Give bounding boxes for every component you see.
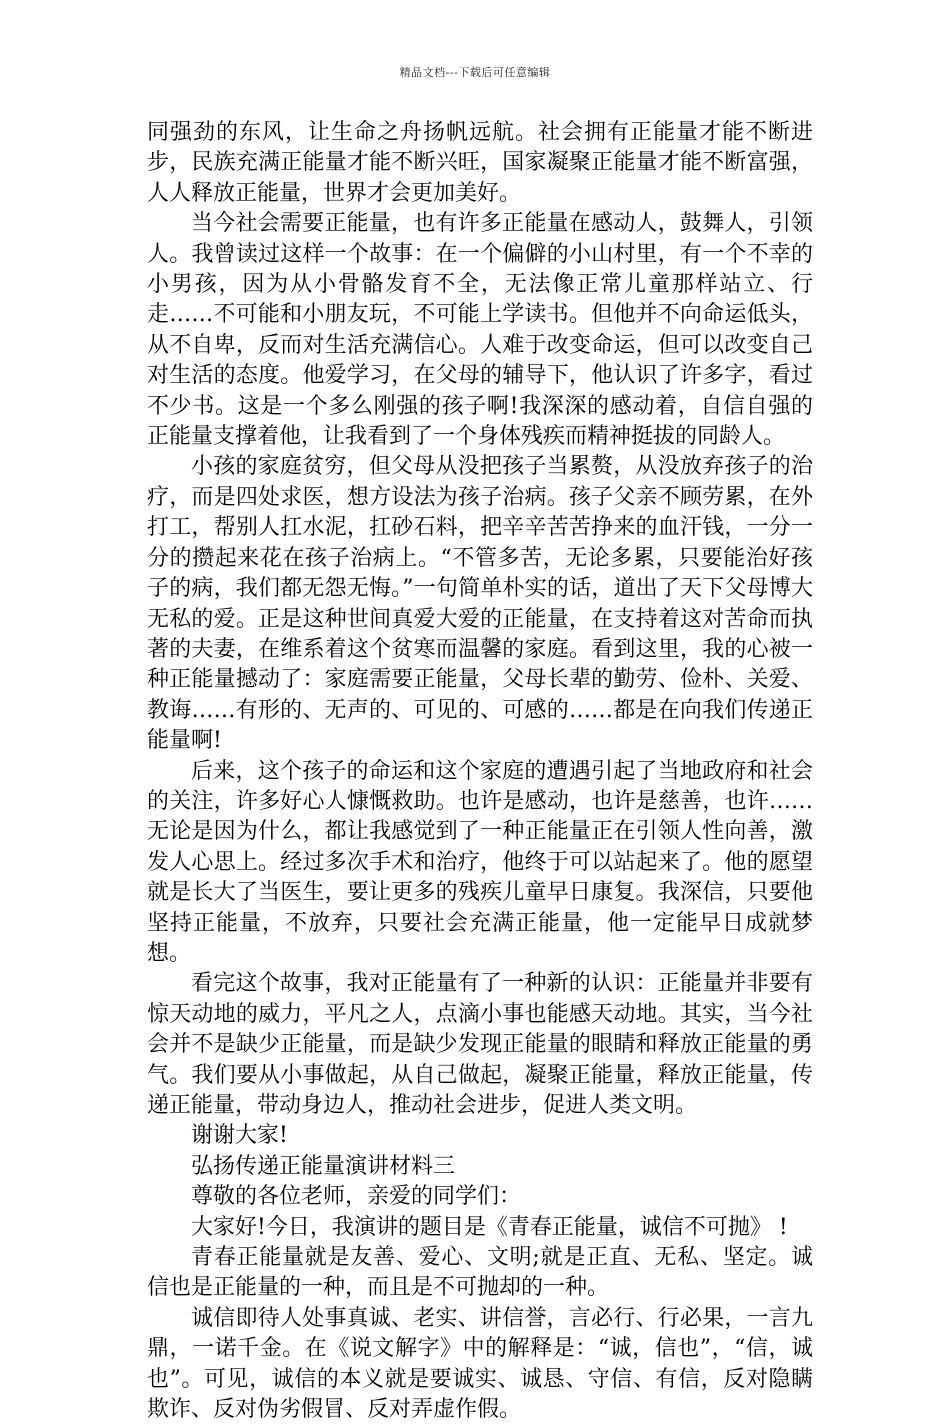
paragraph: 大家好!今日，我演讲的题目是《青春正能量，诚信不可抛》 ! [191,1214,788,1240]
paragraph: 诚信即待人处事真诚、老实、讲信誉，言必行、行必果，一言九鼎，一诺千金。在《说文解字》中的解释是：“诚，信也”，“信，诚也”。可见，诚信的本义就是要诚实、诚恳、守信、有信，反对隐瞒欺诈、反对伪劣假冒、反对弄虚作假。 [147,1305,813,1423]
paragraph: 看完这个故事，我对正能量有了一种新的认识：正能量并非要有惊天动地的威力，平凡之人，点滴小事也能感天动地。其实，当今社会并不是缺少正能量，而是缺少发现正能量的眼睛和释放正能量的勇气。我们要从小事做起，从自己做起，凝聚正能量，释放正能量，传递正能量，带动身边人，推动社会进步，促进人类文明。 [147,971,813,1118]
section-title: 弘扬传递正能量演讲材料三 [191,1153,456,1179]
closing-line: 谢谢大家! [191,1123,288,1149]
paragraph: 小孩的家庭贫穷，但父母从没把孩子当累赘，从没放弃孩子的治疗，而是四处求医，想方设法为孩子治病。孩子父亲不顾劳累，在外打工，帮别人扛水泥，扛砂石料，把辛辛苦苦挣来的血汗钱，一分一分的攒起来花在孩子治病上。“不管多苦，无论多累，只要能治好孩子的病，我们都无怨无悔。”一句简单朴实的话，道出了天下父母博大无私的爱。正是这种世间真爱大爱的正能量，在支持着这对苦命而执著的夫妻，在维系着这个贫寒而温馨的家庭。看到这里，我的心被一种正能量撼动了：家庭需要正能量，父母长辈的勤劳、俭朴、关爱、教诲……有形的、无声的、可见的、可感的……都是在向我们传递正能量啊! [147,454,813,754]
paragraph: 后来，这个孩子的命运和这个家庭的遭遇引起了当地政府和社会的关注，许多好心人慷慨救助。也许是感动，也许是慈善，也许……无论是因为什么，都让我感觉到了一种正能量正在引领人性向善，激发人心思上。经过多次手术和治疗，他终于可以站起来了。他的愿望就是长大了当医生，要让更多的残疾儿童早日康复。我深信，只要他坚持正能量，不放弃，只要社会充满正能量，他一定能早日成就梦想。 [147,758,813,966]
page-header: 精品文档---下载后可任意编辑 [399,66,551,79]
paragraph: 当今社会需要正能量，也有许多正能量在感动人，鼓舞人，引领人。我曾读过这样一个故事：在一个偏僻的小山村里，有一个不幸的小男孩，因为从小骨骼发育不全，无法像正常儿童那样站立、行走……不可能和小朋友玩，不可能上学读书。但他并不向命运低头，从不自卑，反而对生活充满信心。人难于改变命运，但可以改变自己对生活的态度。他爱学习，在父母的辅导下，他认识了许多字，看过不少书。这是一个多么刚强的孩子啊!我深深的感动着，自信自强的正能量支撑着他，让我看到了一个身体残疾而精神挺拔的同龄人。 [147,211,813,450]
document-body [147,118,813,1425]
paragraph: 青春正能量就是友善、爱心、文明;就是正直、无私、坚定。诚信也是正能量的一种，而且是不可抛却的一种。 [147,1245,813,1301]
salutation: 尊敬的各位老师，亲爱的同学们： [191,1184,522,1210]
paragraph: 同强劲的东风，让生命之舟扬帆远航。社会拥有正能量才能不断进步，民族充满正能量才能不断兴旺，国家凝聚正能量才能不断富强，人人释放正能量，世界才会更加美好。 [147,120,813,206]
